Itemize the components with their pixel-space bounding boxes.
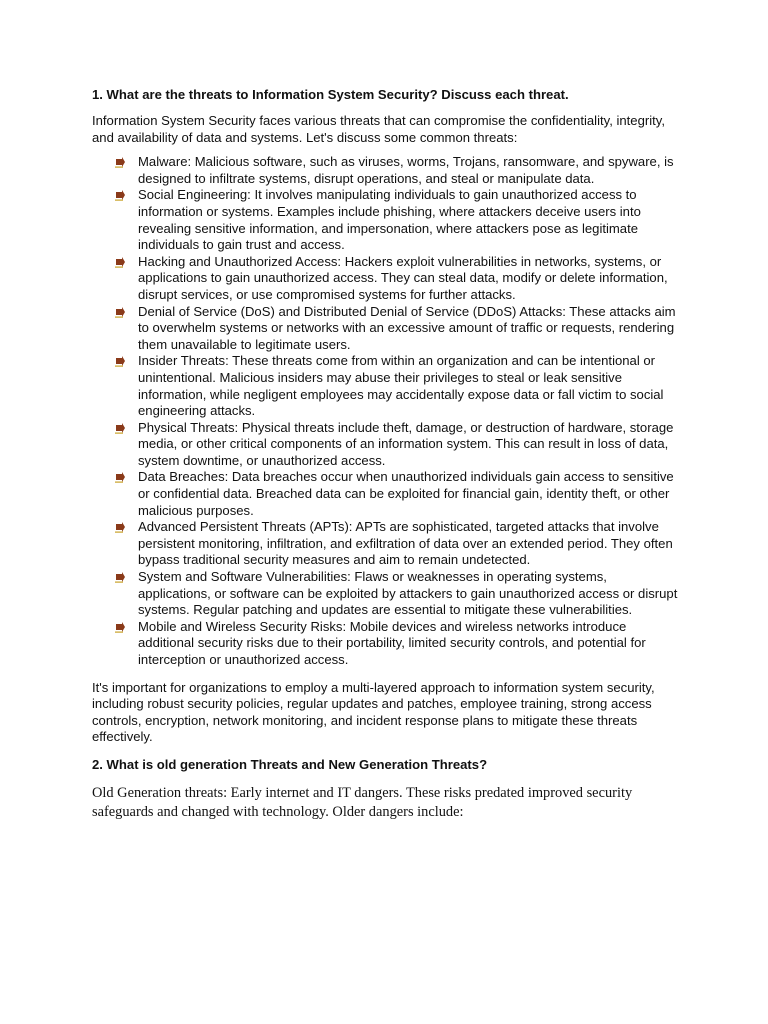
- arrow-bullet-icon: [114, 621, 126, 633]
- intro-paragraph: Information System Security faces various threats that can compromise the confidentiality, integrity, and availability of data and systems. Let's discuss some common threats:: [92, 113, 665, 145]
- list-item: [92, 519, 682, 569]
- list-item: [92, 154, 682, 187]
- threat-text: Social Engineering: It involves manipulating individuals to gain unauthorized access to information or systems. Examples include phishing, where attackers deceive users into revealing sensitive information, and impersonation, where attackers pose as legitimate individuals to gain trust and access.: [138, 187, 641, 253]
- arrow-bullet-icon: [114, 355, 126, 367]
- threat-text: Denial of Service (DoS) and Distributed Denial of Service (DDoS) Attacks: These attacks aim to overwhelm systems or networks with an excessive amount of traffic or requests, rendering them unavailable to legitimate users.: [138, 303, 676, 352]
- heading-question-2: 2. What is old generation Threats and New Generation Threats?: [92, 756, 488, 772]
- arrow-bullet-icon: [114, 422, 126, 434]
- threat-text: System and Software Vulnerabilities: Flaws or weaknesses in operating systems, applications, or software can be exploited by attackers to gain unauthorized access or disrupt systems. Regular patching and updates are essential to mitigate these vulnerabilities.: [138, 569, 678, 618]
- threat-text: Insider Threats: These threats come from within an organization and can be intentional or unintentional. Malicious insiders may abuse their privileges to steal or leak sensitive information, while negligent employees may accidentally expose data or fall victim to social engineering attacks.: [138, 353, 664, 419]
- list-item: [92, 304, 682, 354]
- threat-text: Mobile and Wireless Security Risks: Mobile devices and wireless networks introduce additional security risks due to their portability, limited security controls, and potential for interception or unauthorized access.: [138, 618, 646, 667]
- document-page: [92, 86, 682, 823]
- threat-text: Malware: Malicious software, such as viruses, worms, Trojans, ransomware, and spyware, is designed to infiltrate systems, disrupt operations, and steal or manipulate data.: [138, 154, 674, 186]
- list-item: [92, 187, 682, 253]
- arrow-bullet-icon: [114, 189, 126, 201]
- closing-paragraph: It's important for organizations to employ a multi-layered approach to information system security, including robust security policies, regular updates and patches, employee training, strong access controls, encryption, network monitoring, and incident response plans to mitigate these threats effectively.: [92, 679, 655, 745]
- list-item: [92, 569, 682, 619]
- old-generation-paragraph: Old Generation threats: Early internet and IT dangers. These risks predated improved security safeguards and changed with technology. Older dangers include:: [92, 784, 633, 821]
- threat-text: Physical Threats: Physical threats include theft, damage, or destruction of hardware, storage media, or other critical components of an information system. This can result in loss of data, system downtime, or unauthorized access.: [138, 419, 674, 468]
- list-item: [92, 254, 682, 304]
- arrow-bullet-icon: [114, 521, 126, 533]
- heading-question-1: 1. What are the threats to Information System Security? Discuss each threat.: [92, 87, 569, 102]
- threat-list: [92, 154, 682, 668]
- list-item: [92, 619, 682, 669]
- threat-text: Hacking and Unauthorized Access: Hackers exploit vulnerabilities in networks, systems, or applications to gain unauthorized access. They can steal data, modify or delete information, disrupt services, or use compromised systems for further attacks.: [138, 253, 668, 302]
- arrow-bullet-icon: [114, 306, 126, 318]
- arrow-bullet-icon: [114, 571, 126, 583]
- threat-text: Data Breaches: Data breaches occur when unauthorized individuals gain access to sensitive or confidential data. Breached data can be exploited for financial gain, identity theft, or other malicious purposes.: [138, 469, 674, 518]
- list-item: [92, 353, 682, 419]
- arrow-bullet-icon: [114, 471, 126, 483]
- list-item: [92, 420, 682, 470]
- list-item: [92, 469, 682, 519]
- arrow-bullet-icon: [114, 156, 126, 168]
- arrow-bullet-icon: [114, 256, 126, 268]
- threat-text: Advanced Persistent Threats (APTs): APTs are sophisticated, targeted attacks that involve persistent monitoring, infiltration, and exfiltration of data over an extended period. They often bypass traditional security measures and aim to remain undetected.: [138, 519, 673, 568]
